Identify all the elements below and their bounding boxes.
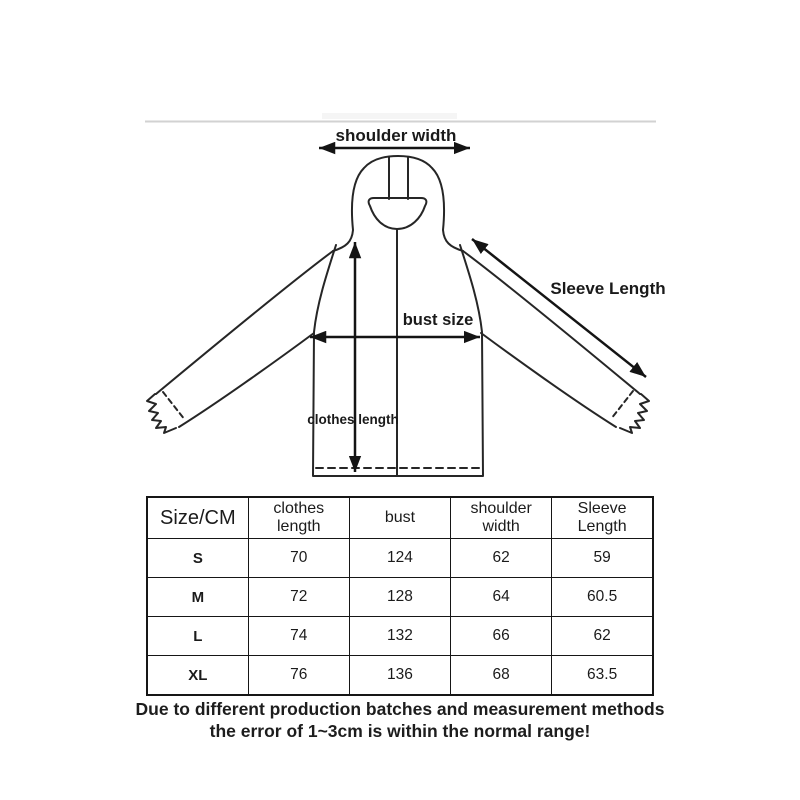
header-sleeve-length: Sleeve Length [552, 497, 653, 539]
value-cell: 63.5 [552, 656, 653, 696]
value-cell: 76 [248, 656, 349, 696]
bust-size-label: bust size [402, 311, 474, 329]
value-cell: 64 [451, 578, 552, 617]
size-label: S [147, 539, 248, 578]
face-opening [369, 198, 427, 229]
size-label: M [147, 578, 248, 617]
value-cell: 68 [451, 656, 552, 696]
sleeve-left-top-edge [156, 251, 333, 394]
faint-smudge [322, 113, 457, 119]
disclaimer-note: Due to different production batches and measurement methods the error of 1~3cm is within the normal range! [135, 699, 665, 742]
clothes-length-label: clothes length [307, 412, 399, 427]
table-row-xl [147, 656, 653, 696]
value-cell: 132 [349, 617, 450, 656]
value-cell: 136 [349, 656, 450, 696]
value-cell: 59 [552, 539, 653, 578]
value-cell: 72 [248, 578, 349, 617]
value-cell: 124 [349, 539, 450, 578]
cuff-right-zigzag [620, 394, 649, 433]
value-cell: 66 [451, 617, 552, 656]
sleeve-right-underside [481, 333, 616, 427]
header-clothes-length: clothes length [248, 497, 349, 539]
hoodie-sketch [147, 156, 649, 476]
sleeve-left-underside [179, 333, 314, 427]
cuff-left-dashed [163, 392, 185, 420]
value-cell: 128 [349, 578, 450, 617]
table-row-s [147, 539, 653, 578]
value-cell: 62 [552, 617, 653, 656]
header-shoulder-width: shoulder width [451, 497, 552, 539]
table-header-row [147, 497, 653, 539]
sleeve-right-top-edge [463, 251, 640, 394]
table-row-l [147, 617, 653, 656]
size-label: XL [147, 656, 248, 696]
table-row-m [147, 578, 653, 617]
cuff-left-zigzag [147, 394, 176, 433]
cuff-right-dashed [611, 391, 633, 419]
header-bust: bust [349, 497, 450, 539]
value-cell: 70 [248, 539, 349, 578]
size-table [146, 496, 654, 696]
value-cell: 74 [248, 617, 349, 656]
value-cell: 62 [451, 539, 552, 578]
sleeve-length-label: Sleeve Length [550, 279, 666, 298]
footer [0, 698, 800, 743]
value-cell: 60.5 [552, 578, 653, 617]
sleeve-length-arrow [472, 239, 646, 377]
shoulder-width-label: shoulder width [335, 126, 457, 145]
size-label: L [147, 617, 248, 656]
header-size-cm: Size/CM [147, 497, 248, 539]
